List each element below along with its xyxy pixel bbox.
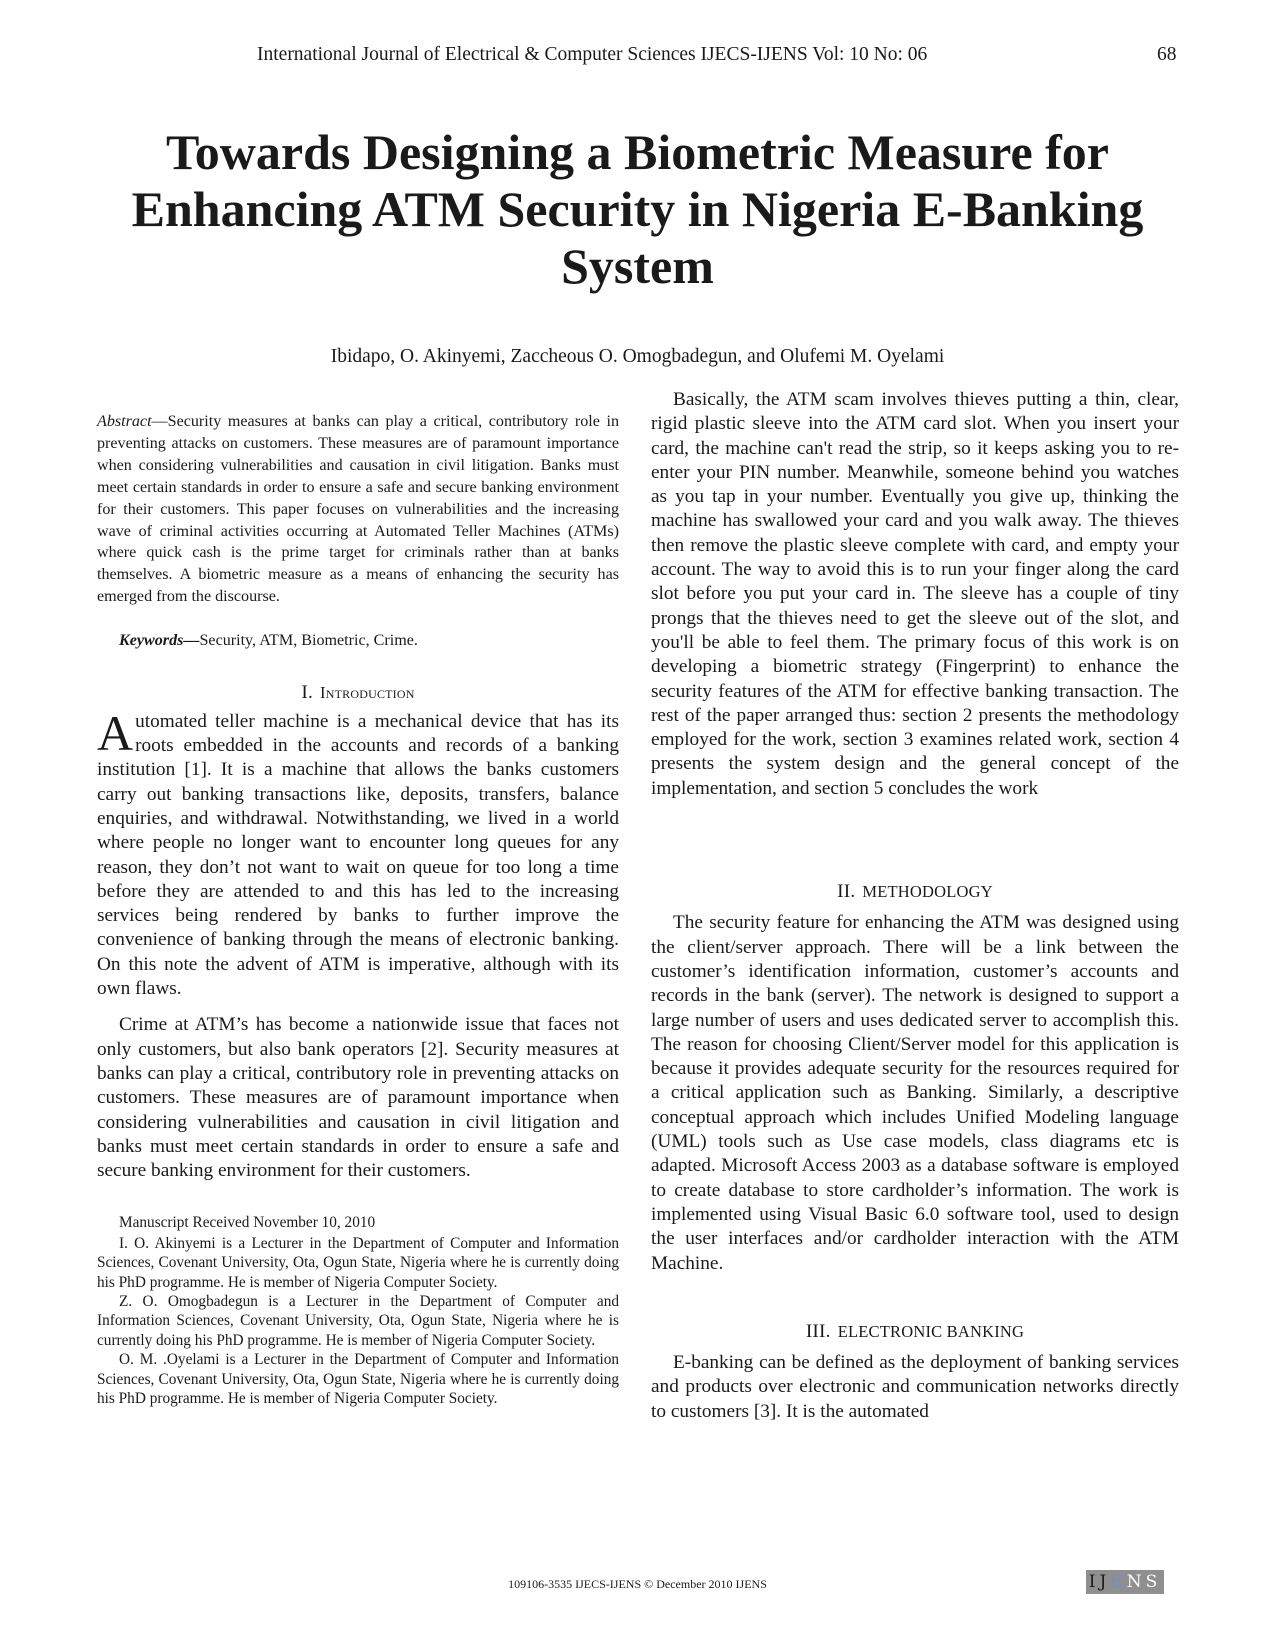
intro-paragraph-1: [97, 704, 619, 1002]
intro-paragraph-2: Crime at ATM’s has become a nationwide issue that faces not only customers, but also bank operators [2]. Security measures at banks can play a critical, contributory role in preventing attacks on customers. These measures are of paramount importance when considering vulnerabilities and causation in civil litigation and banks must meet certain standards in order to ensure a safe and secure banking environment for their customers.: [97, 1014, 619, 1182]
intro-paragraph-3: Basically, the ATM scam involves thieves putting a thin, clear, rigid plastic sleeve into the ATM card slot. When you insert your card, the machine can't read the strip, so it keeps asking you to re-enter your PIN number. Meanwhile, someone behind you watches as you tap in your number. Eventually you give up, thinking the machine has swallowed your card and you walk away. The thieves then remove the plastic sleeve complete with card, and empty your account. The way to avoid this is to run your finger along the card slot before you put your card in. The sleeve has a couple of tiny prongs that the thieves need to get the sleeve out of the slot, and you'll be able to feel them. The primary focus of this work is on developing a biometric strategy (Fingerprint) to enhance the security features of the ATM for effective banking transaction. The rest of the paper arranged thus: section 2 presents the methodology employed for the work, section 3 examines related work, section 4 presents the system design and the general concept of the implementation, and section 5 concludes the work: [651, 389, 1179, 799]
abstract-label: Abstract: [97, 413, 152, 430]
section-heading-methodology: [651, 880, 1179, 904]
abstract-dash: —: [151, 413, 168, 430]
left-column: [97, 411, 619, 1408]
paper-title: Towards Designing a Biometric Measure for Enhancing ATM Security in Nigeria E-Banking System: [131, 124, 1144, 294]
section-heading-introduction: [97, 681, 619, 705]
footnote-author-2: Z. O. Omogbadegun is a Lecturer in the Department of Computer and Information Sciences, Covenant University, Ota, Ogun State, Nigeria where he is currently doing his PhD programme. He is member of Nigeria Computer Society.: [97, 1293, 619, 1349]
section-heading-electronic-banking: [651, 1320, 1179, 1344]
section-number: I.: [301, 682, 314, 704]
section-number: II.: [837, 881, 856, 903]
abstract-text: Security measures at banks can play a critical, contributory role in preventing attacks on customers. These measures are of paramount importance when considering vulnerabilities and causation in civil litigation. Banks must meet certain standards in order to ensure a safe and secure banking environment for their customers. This paper focuses on vulnerabilities and the increasing wave of criminal activities occurring at Automated Teller Machines (ATMs) where quick cash is the prime target for criminals rather than at banks themselves. A biometric measure as a means of enhancing the security has emerged from the discourse.: [97, 413, 619, 606]
footnote-author-1: I. O. Akinyemi is a Lecturer in the Department of Computer and Information Sciences, Covenant University, Ota, Ogun State, Nigeria where he is currently doing his PhD programme. He is member of Nigeria Computer Society.: [97, 1234, 619, 1291]
logo-text-3: NS: [1126, 1572, 1162, 1592]
intro-paragraph-1-text: utomated teller machine is a mechanical device that has its roots embedded in the accounts and records of a banking institution [1]. It is a machine that allows the banks customers carry out banking transactions like, deposits, transfers, balance enquiries, and withdrawal. Notwithstanding, we lived in a world where people no longer want to encounter long queues for any reason, they don’t not want to wait on queue for too long a time before they are attended to and this has led to the increasing services being rendered by banks to further improve the convenience of banking through the means of electronic banking. On this note the advent of ATM is imperative, although with its own flaws.: [97, 710, 619, 1000]
footnotes: [97, 1213, 619, 1408]
logo-text-2: E: [1110, 1572, 1127, 1592]
right-column: [651, 388, 1179, 1424]
keywords: [97, 629, 619, 653]
logo-text-1: IJ: [1088, 1572, 1111, 1592]
section-number: III.: [805, 1320, 831, 1342]
methodology-paragraph: The security feature for enhancing the ATM was designed using the client/server approach. There will be a link between the customer’s identification information, customer’s accounts and records in the bank (server). The network is designed to support a large number of users and uses dedicated server to accomplish this. The reason for choosing Client/Server model for this application is because it provides adequate security for the resources required for a critical application such as Banking. Similarly, a descriptive conceptual approach which includes Unified Modeling language (UML) tools such as Use case models, class diagrams etc is adapted. Microsoft Access 2003 as a database software is employed to create database to store cardholder’s information. The work is implemented using Visual Basic 6.0 software tool, used to design the user interfaces and/or cardholder interaction with the ATM Machine.: [651, 912, 1179, 1274]
ebanking-paragraph: E-banking can be defined as the deployment of banking services and products over electronic and communication networks directly to customers [3]. It is the automated: [651, 1352, 1179, 1422]
page-footer: 109106-3535 IJECS-IJENS © December 2010 IJENS: [508, 1577, 767, 1591]
journal-name: International Journal of Electrical & Computer Sciences IJECS-IJENS Vol: 10 No: 06: [257, 44, 928, 65]
keywords-text: Security, ATM, Biometric, Crime.: [199, 632, 418, 650]
section-title: ELECTRONIC BANKING: [837, 1321, 1025, 1341]
footnote-author-3: O. M. .Oyelami is a Lecturer in the Department of Computer and Information Sciences, Covenant University, Ota, Ogun State, Nigeria where he is currently doing his PhD programme. He is member of Nigeria Computer Society.: [97, 1351, 619, 1408]
manuscript-received: Manuscript Received November 10, 2010: [119, 1214, 376, 1232]
running-header: [0, 44, 1275, 70]
section-title: Introduction: [320, 683, 415, 703]
ijens-logo: [1086, 1570, 1164, 1594]
abstract: [97, 411, 619, 608]
keywords-label: Keywords—: [119, 632, 200, 650]
page-number: 68: [1157, 44, 1177, 65]
section-title: METHODOLOGY: [862, 882, 993, 902]
author-list: Ibidapo, O. Akinyemi, Zaccheous O. Omogbadegun, and Olufemi M. Oyelami: [330, 346, 945, 367]
drop-cap: A: [97, 704, 134, 761]
